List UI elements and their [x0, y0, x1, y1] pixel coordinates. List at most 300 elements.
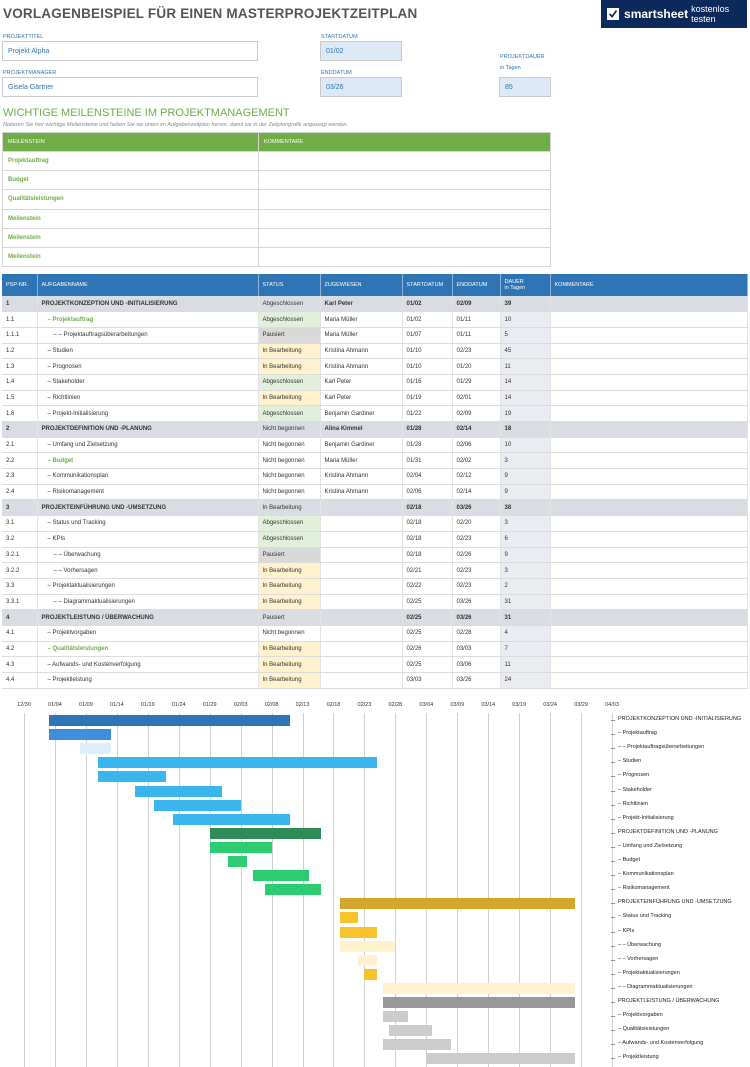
- wbs-cell[interactable]: 1.1.1: [2, 327, 37, 343]
- wbs-cell[interactable]: 2.3: [2, 469, 37, 485]
- end-date-cell[interactable]: 01/20: [452, 359, 500, 375]
- start-date-cell[interactable]: 01/10: [402, 359, 452, 375]
- gantt-bar: [49, 729, 111, 740]
- gantt-task-label: – Prognosen: [618, 772, 650, 779]
- gantt-bar: [340, 927, 377, 938]
- duration-cell: 9: [500, 484, 550, 500]
- start-date-cell[interactable]: 02/18: [402, 547, 452, 563]
- assigned-cell[interactable]: [320, 516, 402, 532]
- milestone-name[interactable]: Meilenstein: [3, 228, 259, 247]
- task-name-cell[interactable]: – Projektauftrag: [37, 312, 258, 328]
- milestone-name[interactable]: Meilenstein: [3, 209, 259, 228]
- start-date-cell[interactable]: 01/28: [402, 437, 452, 453]
- task-name-cell[interactable]: PROJEKTEINFÜHRUNG UND -UMSETZUNG: [37, 500, 258, 516]
- gantt-task-label: – Aufwands- und Kostenverfolgung: [618, 1040, 704, 1047]
- task-name-cell[interactable]: – Status und Tracking: [37, 516, 258, 532]
- task-name-cell[interactable]: – Projektaktualisierungen: [37, 578, 258, 594]
- gantt-bar: [210, 828, 321, 839]
- assigned-cell[interactable]: [320, 563, 402, 579]
- start-date-cell[interactable]: 01/02: [402, 296, 452, 312]
- end-date-cell[interactable]: 03/26: [452, 673, 500, 689]
- start-date-cell[interactable]: 02/22: [402, 578, 452, 594]
- task-name-cell[interactable]: PROJEKTKONZEPTION UND -INITIALISIERUNG: [37, 296, 258, 312]
- assigned-cell[interactable]: Maria Müller: [320, 312, 402, 328]
- start-date-cell[interactable]: 02/26: [402, 641, 452, 657]
- gantt-tick-label: 01/09: [79, 702, 93, 708]
- gantt-label-tick: [611, 988, 615, 989]
- task-name-cell[interactable]: – Budget: [37, 453, 258, 469]
- header-status: STATUS: [258, 274, 320, 296]
- task-name-cell[interactable]: – Prognosen: [37, 359, 258, 375]
- task-row: [2, 374, 748, 390]
- start-date-cell[interactable]: 01/10: [402, 343, 452, 359]
- start-date-cell[interactable]: 01/02: [402, 312, 452, 328]
- gantt-gridline: [55, 713, 56, 1067]
- end-date-cell[interactable]: 02/09: [452, 296, 500, 312]
- end-date-cell[interactable]: 02/12: [452, 469, 500, 485]
- header-wbs: PSP-NR.: [2, 274, 37, 296]
- comments-cell[interactable]: [550, 437, 748, 453]
- gantt-label-tick: [611, 903, 615, 904]
- duration-label: PROJEKTDAUER: [500, 54, 545, 60]
- assigned-cell[interactable]: Kristina Ahmann: [320, 359, 402, 375]
- status-cell[interactable]: Abgeschlossen: [258, 531, 320, 547]
- gantt-bar: [364, 969, 376, 980]
- gantt-task-label: – Studien: [618, 758, 642, 765]
- status-cell[interactable]: Pausiert: [258, 610, 320, 626]
- gantt-gridline: [519, 713, 520, 1067]
- project-manager-label: PROJEKTMANAGER: [3, 70, 57, 76]
- milestone-comment[interactable]: [259, 209, 551, 228]
- gantt-chart: [0, 698, 750, 1067]
- status-cell[interactable]: Abgeschlossen: [258, 312, 320, 328]
- end-date-cell[interactable]: 02/28: [452, 625, 500, 641]
- task-name-cell[interactable]: – Kommunikationsplan: [37, 469, 258, 485]
- status-cell[interactable]: In Bearbeitung: [258, 594, 320, 610]
- task-name-cell[interactable]: – Qualitätsleistungen: [37, 641, 258, 657]
- comments-cell[interactable]: [550, 390, 748, 406]
- task-name-cell[interactable]: – Umfang und Zielsetzung: [37, 437, 258, 453]
- wbs-cell[interactable]: 3.2.2: [2, 563, 37, 579]
- comments-cell[interactable]: [550, 610, 748, 626]
- duration-cell: 5: [500, 327, 550, 343]
- end-date-cell[interactable]: 01/11: [452, 312, 500, 328]
- end-date-cell[interactable]: 01/11: [452, 327, 500, 343]
- phase-row: [2, 610, 748, 626]
- assigned-cell[interactable]: [320, 531, 402, 547]
- start-date-cell[interactable]: 02/25: [402, 610, 452, 626]
- start-date-cell[interactable]: 01/07: [402, 327, 452, 343]
- gantt-tick-label: 03/19: [512, 702, 527, 708]
- end-date-cell[interactable]: 02/06: [452, 437, 500, 453]
- start-date-cell[interactable]: 02/25: [402, 657, 452, 673]
- status-cell[interactable]: Pausiert: [258, 547, 320, 563]
- start-date-cell[interactable]: 01/31: [402, 453, 452, 469]
- comments-cell[interactable]: [550, 547, 748, 563]
- assigned-cell[interactable]: [320, 594, 402, 610]
- end-date-cell[interactable]: 02/14: [452, 484, 500, 500]
- wbs-cell[interactable]: 4.2: [2, 641, 37, 657]
- assigned-cell[interactable]: [320, 610, 402, 626]
- wbs-cell[interactable]: 4.4: [2, 673, 37, 689]
- gantt-tick-label: 01/14: [109, 702, 124, 708]
- wbs-cell[interactable]: 2.1: [2, 437, 37, 453]
- wbs-cell[interactable]: 1: [2, 296, 37, 312]
- wbs-cell[interactable]: 2.4: [2, 484, 37, 500]
- status-cell[interactable]: In Bearbeitung: [258, 500, 320, 516]
- milestone-comment[interactable]: [259, 152, 551, 171]
- start-date-cell[interactable]: 02/18: [402, 516, 452, 532]
- start-date-cell[interactable]: 02/21: [402, 563, 452, 579]
- task-row: [2, 484, 748, 500]
- gantt-label-tick: [611, 847, 615, 848]
- status-cell[interactable]: Pausiert: [258, 327, 320, 343]
- task-row: [2, 406, 748, 422]
- task-name-cell[interactable]: – Aufwands- und Kostenverfolgung: [37, 657, 258, 673]
- start-date-cell[interactable]: 02/04: [402, 469, 452, 485]
- wbs-cell[interactable]: 3.2.1: [2, 547, 37, 563]
- task-name-cell[interactable]: PROJEKTLEISTUNG / ÜBERWACHUNG: [37, 610, 258, 626]
- task-row: [2, 625, 748, 641]
- status-cell[interactable]: Nicht begonnen: [258, 453, 320, 469]
- end-date-label: ENDDATUM: [321, 70, 352, 76]
- gantt-label-tick: [611, 974, 615, 975]
- task-name-cell[interactable]: – Risikomanagement: [37, 484, 258, 500]
- status-cell[interactable]: Abgeschlossen: [258, 296, 320, 312]
- comments-cell[interactable]: [550, 594, 748, 610]
- status-cell[interactable]: In Bearbeitung: [258, 657, 320, 673]
- gantt-tick-label: 01/29: [202, 702, 217, 708]
- end-date-cell[interactable]: 03/26: [452, 500, 500, 516]
- milestone-row: [3, 152, 551, 171]
- task-row: [2, 312, 748, 328]
- status-cell[interactable]: Nicht begonnen: [258, 484, 320, 500]
- end-date-field[interactable]: 03/26: [320, 77, 402, 97]
- comments-cell[interactable]: [550, 484, 748, 500]
- task-name-cell[interactable]: – – Diagrammaktualisierungen: [37, 594, 258, 610]
- phase-row: [2, 296, 748, 312]
- comments-cell[interactable]: [550, 359, 748, 375]
- comments-cell[interactable]: [550, 374, 748, 390]
- duration-cell: 24: [500, 673, 550, 689]
- gantt-tick-label: 03/29: [574, 702, 588, 708]
- task-name-cell[interactable]: – – Projektauftragsüberarbeitungen: [37, 327, 258, 343]
- start-date-cell[interactable]: 02/18: [402, 531, 452, 547]
- end-date-cell[interactable]: 02/23: [452, 343, 500, 359]
- gantt-bar: [49, 715, 290, 726]
- page-title: VORLAGENBEISPIEL FÜR EINEN MASTERPROJEKTZEITPLAN: [3, 6, 418, 21]
- wbs-cell[interactable]: 4.3: [2, 657, 37, 673]
- duration-cell: 4: [500, 625, 550, 641]
- task-name-cell[interactable]: – Projekt-Initialisierung: [37, 406, 258, 422]
- wbs-cell[interactable]: 4.1: [2, 625, 37, 641]
- task-row: [2, 327, 748, 343]
- duration-cell: 11: [500, 657, 550, 673]
- comments-cell[interactable]: [550, 453, 748, 469]
- task-row: [2, 359, 748, 375]
- milestone-comment[interactable]: [259, 247, 551, 266]
- comments-cell[interactable]: [550, 657, 748, 673]
- comments-cell[interactable]: [550, 327, 748, 343]
- task-row: [2, 516, 748, 532]
- duration-field: 85: [499, 77, 551, 97]
- project-title-field[interactable]: Projekt Alpha: [2, 41, 258, 61]
- gantt-task-label: – Budget: [618, 857, 641, 863]
- start-date-cell[interactable]: 01/19: [402, 390, 452, 406]
- status-cell[interactable]: Abgeschlossen: [258, 374, 320, 390]
- milestone-row: [3, 171, 551, 190]
- milestone-row: [3, 247, 551, 266]
- wbs-cell[interactable]: 3.3.1: [2, 594, 37, 610]
- task-row: [2, 641, 748, 657]
- comments-cell[interactable]: [550, 625, 748, 641]
- milestones-heading: WICHTIGE MEILENSTEINE IM PROJEKTMANAGEMENT: [3, 107, 290, 119]
- comments-cell[interactable]: [550, 422, 748, 438]
- start-date-cell[interactable]: 01/28: [402, 422, 452, 438]
- gantt-task-label: – – Diagrammaktualisierungen: [618, 983, 693, 990]
- gantt-label-tick: [611, 805, 615, 806]
- end-date-cell[interactable]: 02/23: [452, 578, 500, 594]
- end-date-cell[interactable]: 02/02: [452, 453, 500, 469]
- end-date-cell[interactable]: 02/09: [452, 406, 500, 422]
- gantt-label-tick: [611, 1058, 615, 1059]
- gantt-label-tick: [611, 875, 615, 876]
- assigned-cell[interactable]: Kristina Ahmann: [320, 484, 402, 500]
- wbs-cell[interactable]: 3.2: [2, 531, 37, 547]
- wbs-cell[interactable]: 2: [2, 422, 37, 438]
- gantt-task-label: – Status und Tracking: [618, 913, 672, 920]
- end-date-cell[interactable]: 03/26: [452, 594, 500, 610]
- gantt-label-tick: [611, 1016, 615, 1017]
- task-name-cell[interactable]: – Studien: [37, 343, 258, 359]
- gantt-bar: [253, 870, 309, 881]
- duration-cell: 31: [500, 610, 550, 626]
- header-start: STARTDATUM: [402, 274, 452, 296]
- comments-cell[interactable]: [550, 578, 748, 594]
- gantt-tick-label: 02/18: [326, 702, 341, 708]
- duration-cell: 14: [500, 390, 550, 406]
- start-date-cell[interactable]: 01/16: [402, 374, 452, 390]
- task-row: [2, 469, 748, 485]
- comments-cell[interactable]: [550, 673, 748, 689]
- milestone-comment[interactable]: [259, 190, 551, 209]
- task-row: [2, 594, 748, 610]
- phase-row: [2, 500, 748, 516]
- assigned-cell[interactable]: Kristina Ahmann: [320, 469, 402, 485]
- end-date-cell[interactable]: 02/23: [452, 563, 500, 579]
- status-cell[interactable]: In Bearbeitung: [258, 343, 320, 359]
- gantt-task-label: – – Vorhersagen: [618, 955, 659, 962]
- duration-cell: 6: [500, 531, 550, 547]
- task-row: [2, 578, 748, 594]
- status-cell[interactable]: In Bearbeitung: [258, 641, 320, 657]
- comments-cell[interactable]: [550, 296, 748, 312]
- duration-cell: 18: [500, 422, 550, 438]
- task-row: [2, 343, 748, 359]
- comments-cell[interactable]: [550, 531, 748, 547]
- assigned-cell[interactable]: Karl Peter: [320, 296, 402, 312]
- start-date-field[interactable]: 01/02: [320, 41, 402, 61]
- wbs-cell[interactable]: 1.5: [2, 390, 37, 406]
- end-date-cell[interactable]: 02/20: [452, 516, 500, 532]
- gantt-task-label: – Projektaktualisierungen: [618, 969, 680, 976]
- gantt-label-tick: [611, 861, 615, 862]
- comments-cell[interactable]: [550, 516, 748, 532]
- gantt-label-tick: [611, 819, 615, 820]
- assigned-cell[interactable]: Karl Peter: [320, 390, 402, 406]
- comments-cell[interactable]: [550, 343, 748, 359]
- comments-cell[interactable]: [550, 563, 748, 579]
- gantt-label-tick: [611, 791, 615, 792]
- duration-cell: 10: [500, 312, 550, 328]
- task-row: [2, 657, 748, 673]
- gantt-task-label: – Projektvorgaben: [618, 1012, 663, 1019]
- gantt-label-tick: [611, 960, 615, 961]
- task-name-cell[interactable]: – Projektleistung: [37, 673, 258, 689]
- gantt-bar: [340, 912, 359, 923]
- gantt-task-label: – Kommunikationsplan: [618, 871, 674, 878]
- assigned-cell[interactable]: [320, 500, 402, 516]
- status-cell[interactable]: In Bearbeitung: [258, 359, 320, 375]
- wbs-cell[interactable]: 4: [2, 610, 37, 626]
- wbs-cell[interactable]: 1.3: [2, 359, 37, 375]
- wbs-cell[interactable]: 1.6: [2, 406, 37, 422]
- gantt-label-tick: [611, 734, 615, 735]
- brand-name: smartsheet: [624, 7, 689, 21]
- assigned-cell[interactable]: [320, 625, 402, 641]
- start-date-cell[interactable]: 02/06: [402, 484, 452, 500]
- gantt-bar: [98, 771, 166, 782]
- gantt-task-label: PROJEKTLEISTUNG / ÜBERWACHUNG: [618, 998, 720, 1004]
- gantt-bar: [98, 757, 377, 768]
- project-manager-field[interactable]: Gisela Gärtner: [2, 77, 258, 97]
- smartsheet-logo[interactable]: [601, 0, 747, 28]
- status-cell[interactable]: Nicht begonnen: [258, 422, 320, 438]
- gantt-gridline: [457, 713, 458, 1067]
- gantt-label-tick: [611, 833, 615, 834]
- status-cell[interactable]: In Bearbeitung: [258, 563, 320, 579]
- assigned-cell[interactable]: Karl Peter: [320, 374, 402, 390]
- start-date-cell[interactable]: 02/18: [402, 500, 452, 516]
- start-date-cell[interactable]: 03/03: [402, 673, 452, 689]
- task-name-cell[interactable]: PROJEKTDEFINITION UND -PLANUNG: [37, 422, 258, 438]
- milestone-name[interactable]: Projektauftrag: [3, 152, 259, 171]
- assigned-cell[interactable]: [320, 547, 402, 563]
- gantt-bar: [340, 941, 396, 952]
- gantt-label-tick: [611, 720, 615, 721]
- assigned-cell[interactable]: [320, 657, 402, 673]
- status-cell[interactable]: In Bearbeitung: [258, 390, 320, 406]
- wbs-cell[interactable]: 3: [2, 500, 37, 516]
- header-assigned: ZUGEWIESEN: [320, 274, 402, 296]
- milestone-name[interactable]: Qualitätsleistungen: [3, 190, 259, 209]
- gantt-task-label: – Richtlinien: [618, 800, 648, 807]
- comments-cell[interactable]: [550, 500, 748, 516]
- gantt-task-label: PROJEKTKONZEPTION UND -INITIALISIERUNG: [618, 716, 742, 722]
- wbs-cell[interactable]: 3.3: [2, 578, 37, 594]
- assigned-cell[interactable]: Kristina Ahmann: [320, 343, 402, 359]
- status-cell[interactable]: Nicht begonnen: [258, 625, 320, 641]
- end-date-cell[interactable]: 02/23: [452, 531, 500, 547]
- status-cell[interactable]: Abgeschlossen: [258, 516, 320, 532]
- duration-cell: 39: [500, 296, 550, 312]
- assigned-cell[interactable]: Maria Müller: [320, 327, 402, 343]
- task-name-cell[interactable]: – Stakeholder: [37, 374, 258, 390]
- task-name-cell[interactable]: – KPIs: [37, 531, 258, 547]
- milestone-row: [3, 228, 551, 247]
- wbs-cell[interactable]: 1.1: [2, 312, 37, 328]
- wbs-cell[interactable]: 2.2: [2, 453, 37, 469]
- start-date-cell[interactable]: 02/25: [402, 625, 452, 641]
- end-date-cell[interactable]: 02/26: [452, 547, 500, 563]
- task-name-cell[interactable]: – – Vorhersagen: [37, 563, 258, 579]
- task-name-cell[interactable]: – Projektvorgaben: [37, 625, 258, 641]
- wbs-cell[interactable]: 1.4: [2, 374, 37, 390]
- gantt-bar: [383, 1039, 451, 1050]
- gantt-label-tick: [611, 917, 615, 918]
- assigned-cell[interactable]: Benjamin Gardiner: [320, 437, 402, 453]
- gantt-task-label: – Stakeholder: [618, 786, 652, 793]
- milestone-comment[interactable]: [259, 171, 551, 190]
- milestone-comment[interactable]: [259, 228, 551, 247]
- start-date-cell[interactable]: 02/25: [402, 594, 452, 610]
- duration-cell: 38: [500, 500, 550, 516]
- start-date-cell[interactable]: 01/22: [402, 406, 452, 422]
- task-row: [2, 453, 748, 469]
- assigned-cell[interactable]: Alina Kimmel: [320, 422, 402, 438]
- task-name-cell[interactable]: – – Überwachung: [37, 547, 258, 563]
- gantt-bar: [265, 884, 321, 895]
- milestone-name[interactable]: Budget: [3, 171, 259, 190]
- milestone-name[interactable]: Meilenstein: [3, 247, 259, 266]
- wbs-cell[interactable]: 1.2: [2, 343, 37, 359]
- assigned-cell[interactable]: [320, 578, 402, 594]
- gantt-label-tick: [611, 1002, 615, 1003]
- assigned-cell[interactable]: [320, 673, 402, 689]
- status-cell[interactable]: Abgeschlossen: [258, 406, 320, 422]
- comments-cell[interactable]: [550, 406, 748, 422]
- status-cell[interactable]: Nicht begonnen: [258, 437, 320, 453]
- gantt-tick-label: 02/23: [357, 702, 372, 708]
- gantt-tick-label: 03/04: [419, 702, 434, 708]
- gantt-task-label: – – Überwachung: [618, 941, 662, 948]
- comments-cell[interactable]: [550, 312, 748, 328]
- comments-cell[interactable]: [550, 641, 748, 657]
- assigned-cell[interactable]: Maria Müller: [320, 453, 402, 469]
- task-row: [2, 673, 748, 689]
- status-cell[interactable]: In Bearbeitung: [258, 673, 320, 689]
- end-date-cell[interactable]: 03/06: [452, 657, 500, 673]
- assigned-cell[interactable]: Benjamin Gardiner: [320, 406, 402, 422]
- end-date-cell[interactable]: 03/26: [452, 610, 500, 626]
- end-date-cell[interactable]: 03/03: [452, 641, 500, 657]
- task-name-cell[interactable]: – Richtlinien: [37, 390, 258, 406]
- gantt-task-label: – Umfang und Zielsetzung: [618, 842, 683, 849]
- assigned-cell[interactable]: [320, 641, 402, 657]
- task-row: [2, 547, 748, 563]
- gantt-bar: [383, 1011, 408, 1022]
- status-cell[interactable]: Nicht begonnen: [258, 469, 320, 485]
- end-date-cell[interactable]: 02/14: [452, 422, 500, 438]
- comments-cell[interactable]: [550, 469, 748, 485]
- end-date-cell[interactable]: 01/29: [452, 374, 500, 390]
- status-cell[interactable]: In Bearbeitung: [258, 578, 320, 594]
- header-task: AUFGABENNAME: [37, 274, 258, 296]
- wbs-cell[interactable]: 3.1: [2, 516, 37, 532]
- duration-cell: 11: [500, 359, 550, 375]
- gantt-gridline: [581, 713, 582, 1067]
- end-date-cell[interactable]: 02/01: [452, 390, 500, 406]
